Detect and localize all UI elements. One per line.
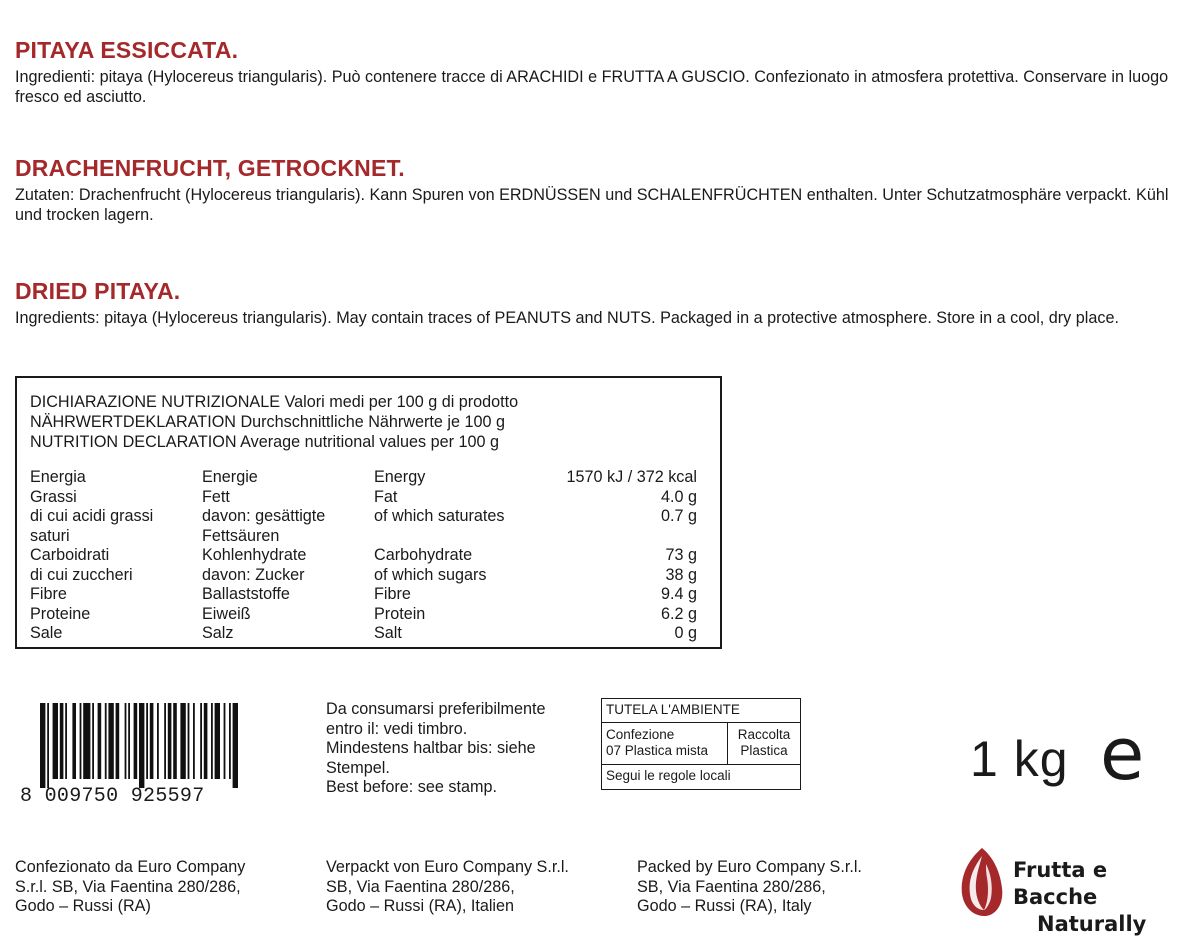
nutrient-label-de: Fettsäuren bbox=[202, 526, 280, 545]
producer-line: SB, Via Faentina 280/286, bbox=[637, 877, 826, 896]
best-before-line: Stempel. bbox=[326, 758, 390, 777]
barcode-bar bbox=[229, 703, 231, 779]
barcode-bar bbox=[150, 703, 154, 779]
brand-wordmark bbox=[1013, 857, 1182, 938]
best-before-line: Best before: see stamp. bbox=[326, 778, 497, 796]
section-title-it: PITAYA ESSICCATA. bbox=[15, 37, 239, 63]
brand-line2: Naturally bbox=[1037, 912, 1147, 936]
barcode-bar bbox=[116, 703, 120, 779]
barcode-bar bbox=[215, 703, 220, 779]
nutrient-label-en: of which sugars bbox=[374, 565, 487, 584]
nutrient-label-de: Ballaststoffe bbox=[202, 585, 290, 603]
collection-type: Plastica bbox=[740, 743, 788, 758]
barcode-bar bbox=[233, 703, 238, 788]
recycling-collection bbox=[728, 723, 800, 765]
nutrient-label-it: Sale bbox=[30, 624, 63, 642]
nutrient-label-de: davon: Zucker bbox=[202, 565, 305, 584]
nutrition-declaration-de: NÄHRWERTDEKLARATION Durchschnittliche Nährwerte je 100 g bbox=[30, 413, 505, 431]
recycling-info-box bbox=[601, 698, 801, 790]
recycling-note: Segui le regole locali bbox=[606, 768, 731, 783]
producer-line: Confezionato da Euro Company bbox=[15, 858, 246, 876]
barcode-bar bbox=[72, 703, 76, 779]
nutrient-label-it: Energia bbox=[30, 468, 86, 486]
barcode-bar bbox=[180, 703, 185, 779]
nutrient-label-en: Fibre bbox=[374, 585, 411, 603]
nutrient-label-en: of which saturates bbox=[374, 507, 505, 525]
nutrient-label-it: Grassi bbox=[30, 487, 77, 506]
producer-info-en bbox=[637, 858, 862, 917]
nutrient-label-en: Energy bbox=[374, 468, 426, 486]
barcode-bar bbox=[80, 703, 82, 779]
nutrient-label-it: Proteine bbox=[30, 604, 91, 623]
recycling-packaging bbox=[602, 723, 728, 765]
almond-logo-icon bbox=[958, 846, 1006, 918]
estimated-sign-icon bbox=[1100, 712, 1164, 796]
section-text-en: Ingredients: pitaya (Hylocereus triangularis). May contain traces of PEANUTS and NUTS. Packaged in a protective atmosphere. Store in a cool, dry place. bbox=[15, 309, 1119, 327]
nutrient-value: 9.4 g bbox=[660, 585, 697, 603]
producer-line: S.r.l. SB, Via Faentina 280/286, bbox=[15, 877, 241, 896]
producer-line: Verpackt von Euro Company S.r.l. bbox=[326, 858, 569, 876]
barcode-bar bbox=[224, 703, 226, 779]
nutrient-label-it: Fibre bbox=[30, 585, 67, 603]
nutrition-declaration-en: NUTRITION DECLARATION Average nutritional values per 100 g bbox=[30, 433, 500, 451]
best-before-line: entro il: vedi timbro. bbox=[326, 719, 468, 738]
nutrient-value: 1570 kJ / 372 kcal bbox=[566, 468, 697, 486]
section-title-de: DRACHENFRUCHT, GETROCKNET. bbox=[15, 155, 405, 181]
barcode-bar bbox=[193, 703, 195, 779]
section-text-it: Ingredienti: pitaya (Hylocereus triangularis). Può contenere tracce di ARACHIDI e FRUTTA A GUSCIO. Confezionato in atmosfera protettiva. Conservare in luogo fresco ed asciutto. bbox=[15, 68, 1169, 106]
section-text-de: Zutaten: Drachenfrucht (Hylocereus triangularis). Kann Spuren von ERDNÜSSEN und SCHALENFRÜCHTEN enthalten. Unter Schutzatmosphäre verpackt. Kühl und trocken lagern. bbox=[15, 186, 1169, 224]
barcode-bar bbox=[105, 703, 107, 779]
producer-info-de bbox=[326, 858, 569, 917]
barcode-bar bbox=[65, 703, 67, 779]
barcode-bar bbox=[98, 703, 102, 779]
recycling-title: TUTELA L'AMBIENTE bbox=[602, 699, 800, 723]
barcode-bar bbox=[204, 703, 208, 779]
packaging-material: 07 Plastica mista bbox=[606, 743, 709, 758]
producer-line: SB, Via Faentina 280/286, bbox=[326, 877, 515, 896]
barcode-bar bbox=[53, 703, 58, 779]
barcode-bar bbox=[108, 703, 113, 779]
nutrient-value: 4.0 g bbox=[660, 487, 697, 506]
nutrient-label-de: Kohlenhydrate bbox=[202, 546, 307, 564]
nutrient-value: 38 g bbox=[665, 565, 697, 584]
barcode-bar bbox=[92, 703, 94, 779]
barcode-bar bbox=[168, 703, 172, 779]
barcode-bar bbox=[40, 703, 45, 788]
nutrient-label-it: di cui acidi grassi bbox=[30, 507, 154, 525]
nutrient-label-en: Protein bbox=[374, 604, 426, 623]
barcode-bar bbox=[139, 703, 144, 788]
barcode-bar bbox=[125, 703, 127, 779]
nutrient-value: 73 g bbox=[665, 546, 697, 564]
nutrient-label-de: Salz bbox=[202, 624, 234, 642]
producer-line: Godo – Russi (RA) bbox=[15, 897, 151, 915]
barcode-bar bbox=[164, 703, 166, 779]
nutrient-label-en: Salt bbox=[374, 624, 402, 642]
barcode-bar bbox=[200, 703, 202, 779]
barcode-digits: 8 009750 925597 bbox=[20, 785, 205, 808]
barcode-bar bbox=[173, 703, 177, 779]
barcode-bar bbox=[146, 703, 148, 779]
nutrient-value: 0 g bbox=[674, 624, 697, 642]
nutrition-declaration-it: DICHIARAZIONE NUTRIZIONALE Valori medi per 100 g di prodotto bbox=[30, 393, 519, 411]
barcode-bar bbox=[157, 703, 159, 779]
best-before-line: Da consumarsi preferibilmente bbox=[326, 700, 546, 718]
barcode-bar bbox=[188, 703, 190, 779]
nutrient-value: 0.7 g bbox=[660, 507, 697, 525]
nutrition-table bbox=[15, 376, 722, 649]
net-weight: 1 kg bbox=[970, 731, 1069, 787]
brand-line1: Frutta e Bacche bbox=[1013, 858, 1108, 909]
collection-label: Raccolta bbox=[737, 727, 791, 742]
estimated-sign-letter: e bbox=[1100, 712, 1145, 796]
nutrient-label-it: di cui zuccheri bbox=[30, 565, 133, 584]
nutrient-label-de: Fett bbox=[202, 487, 230, 506]
nutrient-label-it: saturi bbox=[30, 526, 70, 545]
nutrient-label-de: Eiweiß bbox=[202, 604, 251, 623]
barcode-bar bbox=[211, 703, 213, 779]
best-before-info bbox=[326, 700, 546, 798]
barcode-bar bbox=[134, 703, 138, 779]
producer-line: Godo – Russi (RA), Italien bbox=[326, 897, 515, 915]
barcode-bar bbox=[60, 703, 64, 779]
nutrient-label-de: Energie bbox=[202, 468, 258, 486]
producer-line: Packed by Euro Company S.r.l. bbox=[637, 858, 862, 876]
nutrient-label-en: Fat bbox=[374, 487, 398, 506]
barcode bbox=[22, 703, 272, 788]
best-before-line: Mindestens haltbar bis: siehe bbox=[326, 739, 536, 757]
packaging-label: Confezione bbox=[606, 727, 675, 742]
producer-info-it bbox=[15, 858, 245, 917]
nutrient-label-en: Carbohydrate bbox=[374, 546, 473, 564]
barcode-bar bbox=[47, 703, 49, 788]
barcode-bar bbox=[128, 703, 130, 779]
nutrient-label-de: davon: gesättigte bbox=[202, 507, 326, 525]
section-title-en: DRIED PITAYA. bbox=[15, 278, 181, 304]
nutrient-value: 6.2 g bbox=[660, 604, 697, 623]
barcode-bar bbox=[83, 703, 90, 779]
nutrient-label-it: Carboidrati bbox=[30, 546, 110, 564]
producer-line: Godo – Russi (RA), Italy bbox=[637, 897, 812, 915]
